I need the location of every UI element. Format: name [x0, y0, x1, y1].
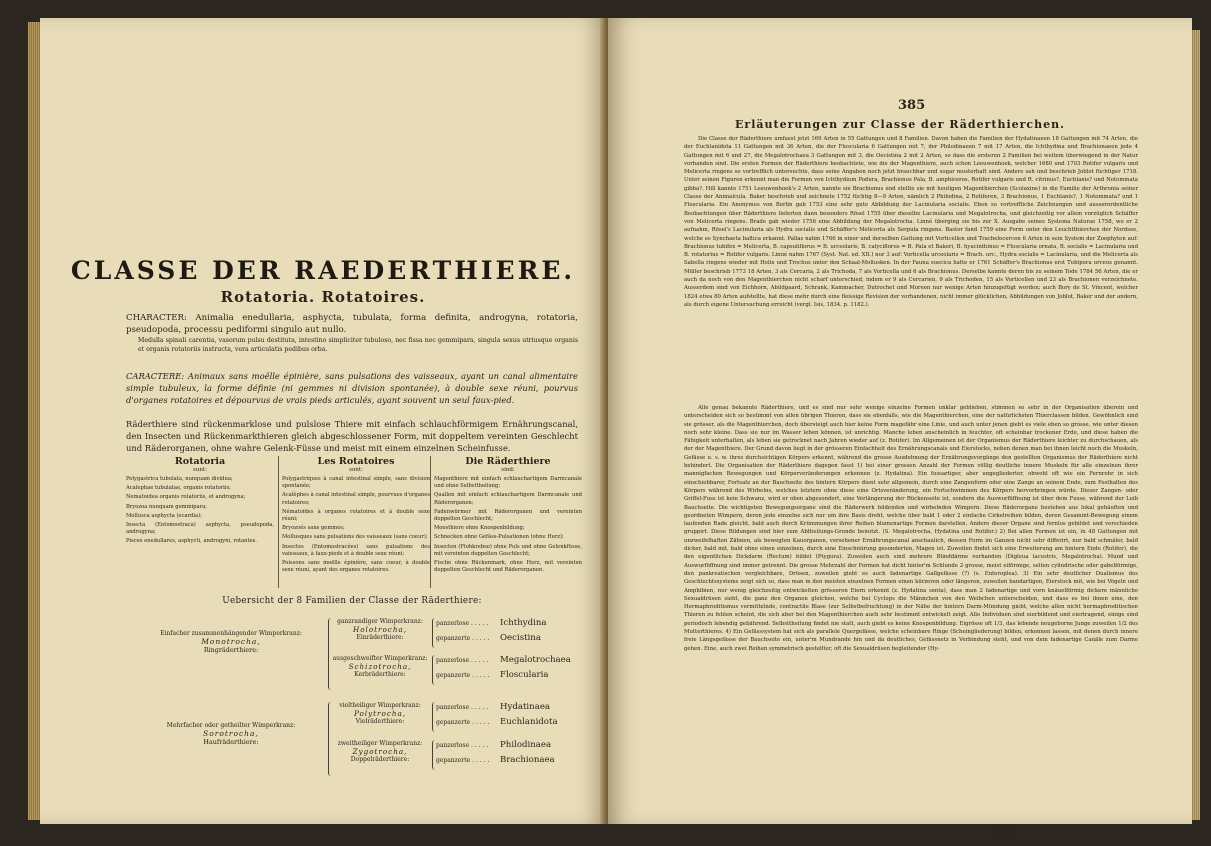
list-item: Acalèphes à canal intestinal simple, pourvues d'organes rotatoires;: [282, 492, 430, 506]
column-heading: Die Räderthiere: [465, 456, 551, 467]
family-armour: gepanzerte: [436, 719, 471, 726]
group-german: Ringräderthiere:: [203, 646, 259, 654]
list-item: Poissons sans moëlle épinière, sans coeur, à double sexe réuni, ayant des organes rotatoires.: [282, 560, 430, 574]
page-subtitle: Rotatoria. Rotatoires.: [220, 288, 426, 306]
description-german: Räderthiere sind rückenmarklose und pulslose Thiere mit einfach schlauchförmigem Ernährungscanal, den Insecten und Rückenmarkthieren gleich abgeschlossener Form, mit doppeltem vereinten Geschlecht und Räderorganen, ohne wahre Gelenk-Füsse und meist mit einem einzelnen Scheinfusse.: [126, 419, 578, 453]
subgroup-german: Einräderthiere:: [356, 634, 404, 641]
list-item: Acalephae tubulatae, organis rotatoriis;: [126, 485, 231, 492]
family-name: Floscularia: [500, 670, 549, 680]
family-row: gepanzerte . . . . .: [436, 757, 490, 764]
page-edges-left: [28, 22, 40, 820]
column-heading: Rotatoria: [174, 456, 226, 467]
family-name: Ichthydina: [500, 618, 547, 628]
page-number: 385: [898, 98, 926, 113]
list-item: Mollusca asphycta (ecardia);: [126, 512, 202, 519]
subgroup-latin: Schizotrocha,: [348, 662, 412, 671]
group-label: Einfacher zusammenhängender Wimperkranz:: [160, 630, 302, 637]
subgroup-label: ausgeschweifter Wimperkranz:: [332, 655, 428, 662]
list-item: Pisces enedullares, asphycti, androgyni, rotantes.: [126, 538, 257, 545]
list-item: Fische ohne Rückenmark, ohne Herz, mit vereinten doppelten Geschlecht und Räderorganen.: [434, 560, 582, 574]
list-item: Moosthiere ohne Knospenbildung;: [434, 525, 525, 532]
family-armour: panzerlose: [436, 657, 470, 664]
family-armour: gepanzerte: [436, 635, 471, 642]
list-item: Quallen mit einfach schlauchartigem Darmcanale und Räderorganen;: [434, 492, 582, 506]
family-armour: panzerlose: [436, 704, 470, 711]
family-name: Philodinaea: [500, 740, 552, 750]
character-latin-detail: Medulla spinali carentia, vasorum pulsu destituta, intestino simpliciter tubuloso, nec fissa nec gemmipara, singula sexus utriusque organis et organis rotatoriis instructa, vera articulatis pedibus orba.: [138, 337, 578, 353]
right-page: [608, 18, 1192, 837]
family-armour: panzerlose: [436, 620, 470, 627]
family-name: Hydatinaea: [500, 702, 551, 712]
list-item: Insectes (Entomostracées) sans pulsations des vaisseaux, à faux-pieds et à double sexe réuni;: [282, 543, 430, 557]
page-title: CLASSE DER RAEDERTHIERE.: [70, 256, 576, 285]
column-latin: [126, 456, 274, 588]
caractere-french: CARACTERE: Animaux sans moëlle épinière, sans pulsations des vaisseaux, ayant un canal alimentaire simple tubuleux, la forme définie (ni gemmes ni division spontanée), à double sexe réuni, pourvus d'organes rotatoires et dépourvus de vrais pieds articulés, ayant souvent un seul faux-pied.: [126, 371, 578, 405]
subgroup-label: vieltheiliger Wimperkranz:: [339, 702, 421, 709]
family-row: gepanzerte . . . . .: [436, 719, 490, 726]
subgroup-german: Kerbräderthiere:: [354, 671, 406, 678]
subgroup-label: ganzrandiger Wimperkranz:: [337, 618, 423, 625]
signature-mark: 97: [998, 826, 1012, 837]
family-armour: panzerlose: [436, 742, 470, 749]
family-name: Megalotrochaea: [500, 655, 571, 665]
subgroup-polytrocha: [330, 702, 430, 726]
list-item: Insecta (Entomostraca) asphycta, pseudopoda, androgyna;: [126, 522, 274, 536]
subgroup-latin: Holotrocha,: [352, 625, 408, 634]
column-sub: sind:: [501, 467, 515, 473]
overview-title: Uebersicht der 8 Familien der Classe der Räderthiere:: [222, 596, 482, 606]
subgroup-german: Doppelräderthiere:: [350, 756, 410, 763]
subgroup-holotrocha: [330, 618, 430, 642]
family-armour: gepanzerte: [436, 757, 471, 764]
group-label: Mehrfacher oder getheilter Wimperkranz:: [166, 722, 296, 729]
family-row: panzerlose . . . . .: [436, 742, 489, 749]
column-sub: sunt:: [193, 467, 207, 473]
column-heading: Les Rotatoires: [317, 456, 395, 467]
overview-group-2: [136, 722, 326, 746]
list-item: Mollusques sans pulsations des vaisseaux (sans coeur);: [282, 534, 428, 541]
family-armour: gepanzerte: [436, 672, 471, 679]
group-german: Haufräderthiere:: [203, 738, 259, 746]
paragraph-history: Die Classe der Räderthiere umfasst jetzt 169 Arten in 55 Gattungen und 8 Familien. Davon haben die Familien der Hydatinaeen 18 Gattungen mit 74 Arten, die der Euchlanidota 11 Gattungen mit 36 Arten, die der Floscularia 6 Gattungen mit 7, der Philodinaeen 7 mit 17 Arten, die Ichthydina und Brachionaeen jede 4 Gattungen mit 6 und 27, die Megalotrochaea 3 Gattungen mit 3, die Oecistina 2 mit 2 Arten, so dass die ersteren 2 Familien bei weitem überwiegend in der Natur vorhanden sind. Die ersten Formen der Räderthiere beobachtete, wie die der Magenthiere, auch schon Leeuwenhoek, welcher 1680 und 1703 Rotifer vulgaris und Melicerta ringens so vortrefflich untersuchte, dass seine Angaben noch jetzt brauchbar und sogar musterhaft sind. Andere sah und beschrieb Joblot füchtiger 1718. Unter seinen Figuren erkennt man die Formen von Ichthydium Podura, Brachionus Pala, B. amphiceros, Rotifer vulgaris und R. citrinus?, Euchlanis? und Notommata gibba?. Hill kannte 1751 Leeuwenhoek's 2 Arten, nannte sie Brachionus und stellte sie mit heutigen Magenthierchen (Scolaxine) in die Familie der Arthronia seiner Classe der Animalcula. Baker beschrieb und zeichnete 1752 füchtig 8—9 Arten, nämlich 2 Philodina, 2 Rotiferen, 3 Brachionus, 1 Euchlanis?, 1 Notommata? und 1 Floscularia. Ein Anonymus von Berlin gab 1753 eine sehr gute Abbildung der Lacinularia socialis. Eben so vortreffliche Zeichnungen und ausserordentliche Beobachtungen über Räderthiere lieferten dann besonders Rösel 1755 über dieselbe Lacinularia und Megalotrocha, und gleichzeitig vor allem vorzüglich Schäffer von Melicerta ringens. Brade gab wieder 1756 eine Abbildung der Megalotrocha. Linné überging sie bis zur X. Ausgabe seines Systema Naturae 1758, wo er 2 aufnahm, Rösel's Lacinularia als Hydra socialis und Schäffer's Melicerta als Serpula ringens. Baster fand 1759 eine Form unter den Leuchtthierchen der Nordsee, welche es Synchaeta baltica erkannt. Pallas nahm 1766 in einer und derselben Gattung mit Vorticellen und Trachelocercen 6 Arten in sein System der Zoophyten auf: Brachionus tubifex = Melicerta, B. capsuliflorus = B. urceolaris, B. calyciflorus = B. Pala et Bakeri, B. hyacinthinus = Floscularia ornata, B. socialis = Lacinularia und B. rotatorius = Rotifer vulgaris. Linné nahm 1767 (Syst. Nat. ed. XII.) nur 3 auf: Vorticella urceolaris = Brach. urc., Hydra socialis = Lacinularia, und die Melicerta als Sabella ringens wieder mit Helix und Trochus unter den Schaal-Mollusken. In der Fauna suecica hatte er 1761 Schäffer's Brachionus erst Tubipora urceus genannt. Müller beschrieb 1773 18 Arten, 3 als Cercaria, 2 als Trichoda, 7 als Vorticella und 6 als Brachionus. Derselbe kannte deren bis zu seinem Tode 1784 56 Arten, die er auch da noch von den Magenthierchen nicht scharf unterschied, indem er 9 als Cercarien, 9 als Trichoden, 15 als Vorticellen und 23 als Brachionen verzeichnete. Ausserdem sind von Eichhorn, Abildgaard, Schrank, Kammacher, Dutrochet und Moreen nur wenige Arten hinzugefügt worden; auch Bory de St. Vincent, welcher 1824 etwa 80 Arten aufstellte, hat diese mehr durch eine fleissige Revision der vorhandenen, nicht immer glücklichen, Abbildungen von Joblot, Baker und der andern, als durch eigene Untersuchung erreicht (vergl. Isis, 1834. p. 1182.).: [684, 136, 1138, 308]
overview-group-1: [136, 630, 326, 654]
list-item: Nematoidea organis rotatoriis, et androgyna;: [126, 494, 246, 501]
list-item: Polygastriques à canal intestinal simple, sans division spontanée;: [282, 476, 430, 490]
family-row: panzerlose . . . . .: [436, 704, 489, 711]
subgroup-schizotrocha: [330, 655, 430, 679]
column-german: [430, 456, 582, 588]
left-page: [40, 18, 606, 824]
family-row: panzerlose . . . . .: [436, 620, 489, 627]
family-row: panzerlose . . . . .: [436, 657, 489, 664]
character-latin: CHARACTER: Animalia enedullaria, asphycta, tubulata, forma definita, androgyna, rotatoria, pseudopoda, processu pediformi singulo aut nullo.: [126, 313, 578, 335]
column-french: [278, 456, 430, 588]
list-item: Insecten (Flohkrebse) ohne Puls und ohne Gelenkfüsse, mit vereinten doppelten Geschlecht;: [434, 543, 582, 557]
list-item: Magenthiere mit einfach schlauchartigem Darmcanale und ohne Selbsttheilung;: [434, 476, 582, 490]
family-row: gepanzerte . . . . .: [436, 672, 490, 679]
subgroup-latin: Polytrocha,: [353, 709, 407, 718]
list-item: Polygastrica tubulata, nunquam dividua;: [126, 476, 233, 482]
list-item: Bryozoés sans gemmes;: [282, 525, 345, 532]
list-item: Nématoïdes à organes rotatoires et à double sexe réuni;: [282, 508, 430, 523]
subgroup-german: Vielräderthiere:: [355, 718, 405, 725]
family-name: Oecistina: [500, 633, 541, 643]
comparison-columns: [126, 456, 582, 588]
section-title: Erläuterungen zur Classe der Räderthierchen.: [735, 118, 1065, 131]
list-item: Schnecken ohne Gefäss-Pulsationen (ohne Herz);: [434, 534, 564, 541]
group-latin: Monotrocha,: [201, 637, 261, 646]
subgroup-zygotrocha: [330, 740, 430, 764]
group-latin: Sorotrocha,: [203, 729, 259, 738]
list-item: Bryozoa nunquam gemmipara;: [126, 503, 207, 510]
family-name: Brachionaea: [500, 755, 555, 765]
paragraph-organisation: Alle genau bekannte Räderthiere, und es sind nur sehr wenige einzelne Formen unklar geblieben, stimmen so sehr in der Organisation überein und unterscheiden sich so bestimmt von allen übrigen Thieren, dass sie ebenfalls, wie die Magenthierchen, eine der natürlichsten Thierclassen bilden. Gewöhnlich sind sie grösser, als die Magenthierchen, doch übersteigt auch hier keine Form magefähr eine Linie, und auch unter jenen giebt es viele eben so grosse, wie unter diesen noch sehr kleine. Dass sie nur im Wasser leben können, ist unrichtig. Manche leben anscheinlich in feuchter, oft scheinbar trockener Erde, und diese haben die Fähigkeit unterhalten, als leben sie getrocknet nach Jahren wieder auf (z. Rotifer). Im Allgemeinen ist der Organismus der Räderthiere leichter zu durchschauen, als der der Magenthiere. Der Grund davon liegt in der grösseren Einfachheit des Ernährungscanals und Eierstocks, neben denen man bei ihnen leicht noch die Muskeln, Gefässe u. s. w. ihres durchsichtigen Körpers erkennt, während die grosse Ausdehnung der Ernährungsvorgänge den gestellten Organismus der Räderthiere nicht behindert. Die Organisation der Räderthiere dagegen fasst 1) bei einer grossen Anzahl der Formen völlig deutliche innere Muskeln für alle einzelnen ihrer mannigfachen Bewegungen und Körperveränderungen erkennen (z. Hydatina). Ein fussartiger, aber ungegliederter, obwohl oft wie ein Fernrohr in sich einschiebbarer, Fortsatz an der Bauchseite des hintern Körpers dient sehr allgemein, durch eine Zangenform oder eine Zange an seinem Ende, zum Festhalten des Körpers während des Wirbelns, welches letztere ohne diese eine Ortsveränderung, ein Fortschwimmen des Körpers hervorbringen würde. Dieser Zangen- oder Griffel-Fuss ist kein Schwanz, wird er oben abgesondert, eine Verlängerung der Rückenseite ist, sondern die Auswurföffnung ist über dem Fusse, während der Leib Bauchseite. Die wichtigsten Bewegungsorgane sind die Räderwerk bildenden und wirbelnden Wimpern. Diese Räderorgane bestehen aus lokal gehäuften und geordneten Wimpern, deren jede einzelne sich nur um ihre Basis dreht, welche über bald 1 oder 2 einfache Cirkelreihen bilden, deren Gesammt-Bewegung einem laufenden Rade gleicht, bald auch durch Krümmungen ihrer Reihen blumenartige Formen darstellen. Andere dieser Organe sind fernlos gebildet und verschieden gruppirt. Diese Bildungen sind hier zum Abtheilungs-Grunde benutzt. (S. Megalotrocha, Hydatina und Rotifer.) 2) Bei allen Formen ist ein, in 48 Gattungen mit unzweifelhaften Zähnen, als bewegten Kauorganen, versehener Ernährungscanal anschaulich, dessen Form im Ganzen nicht sehr differirt, nur bald schmäler, bald dicker, bald mit, bald ohne einen einzelnen, durch eine Einschnürung gesonderten, Magen ist. Zuweilen findet sich eine Erweiterung am hintern Ende (Rotifer), die den eigentlichen Dickdarm (Rectum) bildet (Ptygura). Zuweilen auch sind mehrere Blinddärme vorhanden (Digleua lacustris, Megalotrocha). Mund und Auswurföffnung sind immer getrennt. Die grosse Mehrzahl der Formen hat dicht hinter'm Schlunde 2 grosse, meist eiförmige, selten cylindrische oder gabelförmige, den pankreatischen vergleichbare, Drüsen, zuweilen giebt es auch fadenartige Gallgefässe (?) (s. Enteroplea). 3) Ein sehr deutlicher Dualismus des Geschlechtssystems zeigt sich so, dass man in den meisten einzelnen Formen einen kürzeren oder längeren, zuweilen bandartigen, Eierstock mit, wie bei Vögeln und Amphibien, nur wenig gleichzeitig entwickelten grösseren Eiern erkennt (z. Hydatina senta), dass man 2 fadenartige und vorn knäuelförmig dickere männliche Sexualdrüsen sieht, die ganz den Organen gleichen, welche bei Cyclops die Männchen von den Weibchen unterscheiden, und dass es bei ihnen eine, den Hermaphroditismus vermittelnde, contractile Blase (zur Selbstbefruchtung) in der Nähe der hintern Darm-Mündung giebt, welche allen nicht hermaphroditischen Thieren zu fehlen scheint, die sich aber bei den Magenthierchen auch sehr bestimmt entwickelt zeigt. Alle Individuen sind eierbildend und eiertragend, einige sind periodisch lebendig gebährend. Selbsttheilung findet nie statt, auch giebt es keine Knospenbildung. Eigrösse oft 1/3, das lebende neugeborne Junge zuweilen 1/2 des Mutterthieres. 4) Ein Gefässsystem hat sich als parallele Quergefässe, welche scheinbare Ringe (Scheingliederung) bilden, erkennen lassen, mit denen durch innere freie Längsgefässe der Bauchseite ein, unter'm Mundrande hin und da deutliches, Gefässnetz in Verbindung steht, und von dem fadenartige Canäle zum Darme gehen. Eine, auch zwei Reihen symmetrisch gestellter, oft die Sexualdrüsen begleitender (Hy-: [684, 405, 1138, 652]
family-row: gepanzerte . . . . .: [436, 635, 490, 642]
subgroup-label: zweitheiliger Wimperkranz:: [337, 740, 423, 747]
column-sub: sont:: [349, 467, 363, 473]
family-name: Euchlanidota: [500, 717, 558, 727]
subgroup-latin: Zygotrocha,: [352, 747, 408, 756]
list-item: Fadenwürmer mit Räderorganen und vereinten doppelten Geschlecht;: [434, 508, 582, 523]
